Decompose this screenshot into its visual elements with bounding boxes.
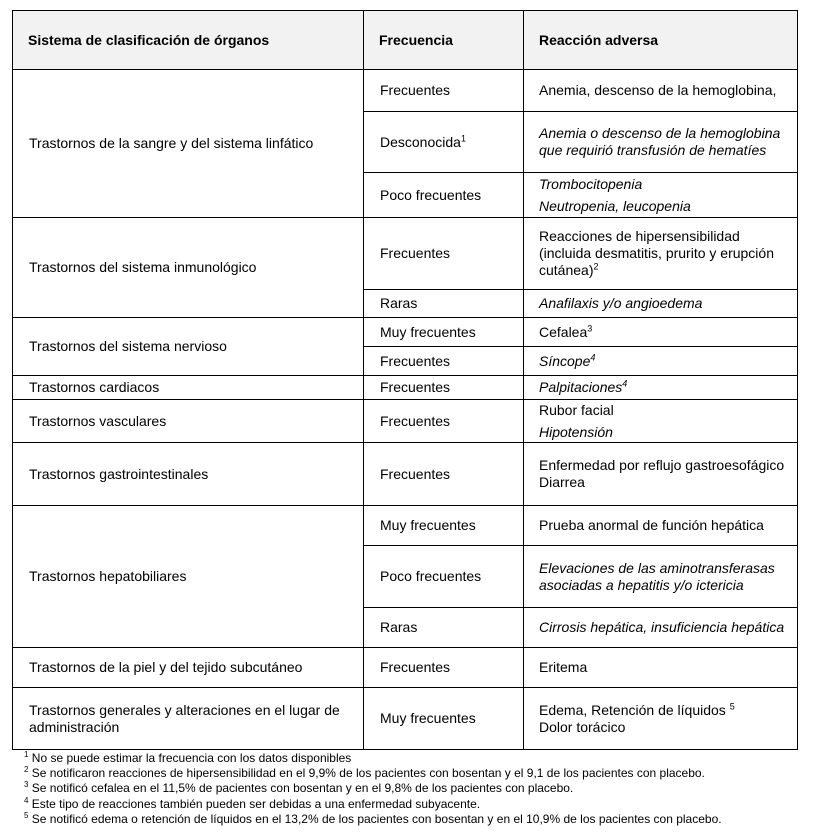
adverse-reaction-cell xyxy=(524,546,798,608)
footnote-4 xyxy=(24,797,722,812)
adverse-reaction-text: Trombocitopenia xyxy=(539,175,643,192)
organ-system-cell xyxy=(13,218,364,318)
adverse-reaction-cell xyxy=(524,648,798,688)
organ-system-cell xyxy=(13,318,364,376)
frequency-label: Frecuentes xyxy=(380,465,451,482)
organ-system-label: Trastornos vasculares xyxy=(29,412,167,429)
frequency-cell xyxy=(364,173,524,218)
footnote-number: 5 xyxy=(24,810,29,820)
frequency-cell xyxy=(364,608,524,648)
frequency-label: Frecuentes xyxy=(380,659,451,675)
frequency-cell xyxy=(364,218,524,290)
frequency-cell xyxy=(364,546,524,608)
footnote-1 xyxy=(24,751,722,766)
table-row xyxy=(13,318,798,347)
adverse-reaction-entry xyxy=(539,82,791,99)
adverse-reaction-cell xyxy=(524,506,798,546)
footnote-text: Se notificó edema o retención de líquidos en el 13,2% de los pacientes con bosentan y en el 10,9% de los pacientes con placebo. xyxy=(28,811,722,826)
footnote-ref: 5 xyxy=(729,700,735,711)
adverse-reaction-entry xyxy=(539,560,791,594)
adverse-reaction-cell xyxy=(524,608,798,648)
adverse-reaction-entry xyxy=(539,176,791,193)
adverse-reaction-text: Eritema xyxy=(539,659,588,675)
organ-system-label: Trastornos del sistema inmunológico xyxy=(29,259,257,275)
adverse-reaction-text: Síncope xyxy=(539,352,591,369)
adverse-reaction-text: Anafilaxis y/o angioedema xyxy=(539,295,703,311)
frequency-label: Muy frecuentes xyxy=(380,710,476,726)
footnote-ref: 1 xyxy=(460,132,466,143)
table-row xyxy=(13,648,798,688)
adverse-reaction-text: Diarrea xyxy=(539,474,585,490)
adverse-reaction-entry xyxy=(539,228,791,279)
frequency-cell xyxy=(364,70,524,112)
adverse-reaction-cell xyxy=(524,70,798,112)
organ-system-cell xyxy=(13,70,364,218)
footnote-text: Se notificaron reacciones de hipersensibilidad en el 9,9% de los pacientes con bosentan y el 9,1 de los pacientes con placebo. xyxy=(28,766,705,781)
header-adverse-reaction: Reacción adversa xyxy=(524,11,798,70)
organ-system-label: Trastornos gastrointestinales xyxy=(29,465,209,482)
frequency-cell xyxy=(364,400,524,443)
frequency-label: Desconocida xyxy=(380,133,461,150)
organ-system-cell xyxy=(13,443,364,506)
adverse-reaction-entry xyxy=(539,424,791,441)
adverse-reaction-cell xyxy=(524,400,798,443)
frequency-label: Poco frecuentes xyxy=(380,568,482,584)
adverse-reaction-entry xyxy=(539,702,791,719)
table-row xyxy=(13,688,798,750)
table-body xyxy=(13,70,798,750)
table-header-row xyxy=(13,11,798,70)
adverse-reaction-text: Cirrosis hepática, insuficiencia hepática xyxy=(539,619,785,635)
footnotes xyxy=(24,751,722,827)
organ-system-cell xyxy=(13,400,364,443)
adverse-reaction-entry xyxy=(539,324,791,341)
table-row xyxy=(13,70,798,112)
adverse-reaction-entry xyxy=(539,125,791,159)
frequency-label: Frecuentes xyxy=(380,245,451,261)
frequency-label: Muy frecuentes xyxy=(380,323,476,340)
table-row xyxy=(13,400,798,443)
organ-system-cell xyxy=(13,688,364,750)
organ-system-cell xyxy=(13,376,364,400)
adverse-reaction-text: Prueba anormal de función hepática xyxy=(539,517,764,533)
footnote-text: Se notificó cefalea en el 11,5% de pacientes con bosentan y en el 9,8% de los pacientes con placebo. xyxy=(28,781,574,796)
frequency-cell xyxy=(364,443,524,506)
adverse-reaction-entry xyxy=(539,295,791,312)
adverse-reaction-cell xyxy=(524,218,798,290)
frequency-cell xyxy=(364,376,524,400)
adverse-reaction-cell xyxy=(524,173,798,218)
adverse-reaction-entry xyxy=(539,659,791,676)
adverse-reaction-text: Enfermedad por reflujo gastroesofágico xyxy=(539,457,785,473)
footnote-ref: 4 xyxy=(590,351,596,362)
footnote-ref: 3 xyxy=(587,322,593,333)
table-row xyxy=(13,218,798,290)
adverse-reaction-text: Rubor facial xyxy=(539,401,614,418)
adverse-reaction-cell xyxy=(524,290,798,318)
adverse-reaction-text: Palpitaciones xyxy=(539,379,623,395)
organ-system-label: Trastornos hepatobiliares xyxy=(29,568,187,584)
footnote-number: 1 xyxy=(24,750,29,759)
frequency-label: Muy frecuentes xyxy=(380,517,476,533)
adverse-reaction-text: Dolor torácico xyxy=(539,718,626,735)
adverse-reaction-entry xyxy=(539,474,791,491)
adverse-reaction-cell xyxy=(524,318,798,347)
frequency-cell xyxy=(364,506,524,546)
adverse-reaction-entry xyxy=(539,457,791,474)
footnote-number: 3 xyxy=(24,780,29,790)
adverse-reaction-entry xyxy=(539,379,791,396)
frequency-cell xyxy=(364,318,524,347)
adverse-reaction-text: Edema, Retención de líquidos xyxy=(539,701,730,718)
organ-system-label: Trastornos de la sangre y del sistema linfático xyxy=(29,135,314,151)
footnote-number: 4 xyxy=(24,795,29,805)
frequency-label: Frecuentes xyxy=(380,82,451,98)
frequency-cell xyxy=(364,648,524,688)
adverse-reaction-entry xyxy=(539,402,791,419)
adverse-reaction-entry xyxy=(539,517,791,534)
organ-system-cell xyxy=(13,506,364,648)
adverse-reaction-text: Anemia, descenso de la hemoglobina, xyxy=(539,82,777,98)
organ-system-label: Trastornos de la piel y del tejido subcutáneo xyxy=(29,659,303,675)
adverse-reaction-text: Reacciones de hipersensibilidad (incluida desmatitis, prurito y erupción cutánea) xyxy=(539,228,774,278)
frequency-label: Poco frecuentes xyxy=(380,186,482,203)
frequency-cell xyxy=(364,290,524,318)
table-row xyxy=(13,443,798,506)
adverse-reaction-cell xyxy=(524,376,798,400)
adverse-reaction-entry xyxy=(539,719,791,736)
frequency-cell xyxy=(364,688,524,750)
frequency-label: Frecuentes xyxy=(380,352,451,369)
adverse-reaction-text: Anemia o descenso de la hemoglobina que requirió transfusión de hematíes xyxy=(539,125,781,158)
frequency-label: Frecuentes xyxy=(380,412,451,429)
table-row xyxy=(13,376,798,400)
footnote-2 xyxy=(24,766,722,781)
footnote-text: No se puede estimar la frecuencia con los datos disponibles xyxy=(28,751,352,765)
adverse-reaction-entry xyxy=(539,619,791,636)
adverse-reaction-cell xyxy=(524,347,798,376)
frequency-cell xyxy=(364,112,524,173)
organ-system-label: Trastornos generales y alteraciones en el lugar de administración xyxy=(29,701,340,735)
adverse-reactions-table xyxy=(12,10,798,750)
organ-system-label: Trastornos del sistema nervioso xyxy=(29,338,227,354)
adverse-reaction-cell xyxy=(524,112,798,173)
adverse-reaction-cell xyxy=(524,443,798,506)
footnote-3 xyxy=(24,781,722,796)
footnote-text: Este tipo de reacciones también pueden ser debidas a una enfermedad subyacente. xyxy=(28,796,481,811)
adverse-reaction-entry xyxy=(539,353,791,370)
table-row xyxy=(13,506,798,546)
adverse-reaction-text: Cefalea xyxy=(539,323,588,340)
organ-system-label: Trastornos cardiacos xyxy=(29,379,160,395)
frequency-label: Frecuentes xyxy=(380,379,451,395)
frequency-label: Raras xyxy=(380,295,418,311)
header-organ-system: Sistema de clasificación de órganos xyxy=(13,11,364,70)
footnote-number: 2 xyxy=(24,765,29,775)
adverse-reaction-text: Neutropenia, leucopenia xyxy=(539,197,691,214)
footnote-ref: 2 xyxy=(593,261,599,272)
footnote-5 xyxy=(24,812,722,827)
footnote-ref: 4 xyxy=(622,378,628,389)
frequency-cell xyxy=(364,347,524,376)
adverse-reaction-cell xyxy=(524,688,798,750)
organ-system-cell xyxy=(13,648,364,688)
adverse-reaction-entry xyxy=(539,198,791,215)
header-frequency: Frecuencia xyxy=(364,11,524,70)
adverse-reaction-text: Elevaciones de las aminotransferasas asociadas a hepatitis y/o ictericia xyxy=(539,559,775,593)
adverse-reaction-text: Hipotensión xyxy=(539,423,613,440)
frequency-label: Raras xyxy=(380,619,418,635)
